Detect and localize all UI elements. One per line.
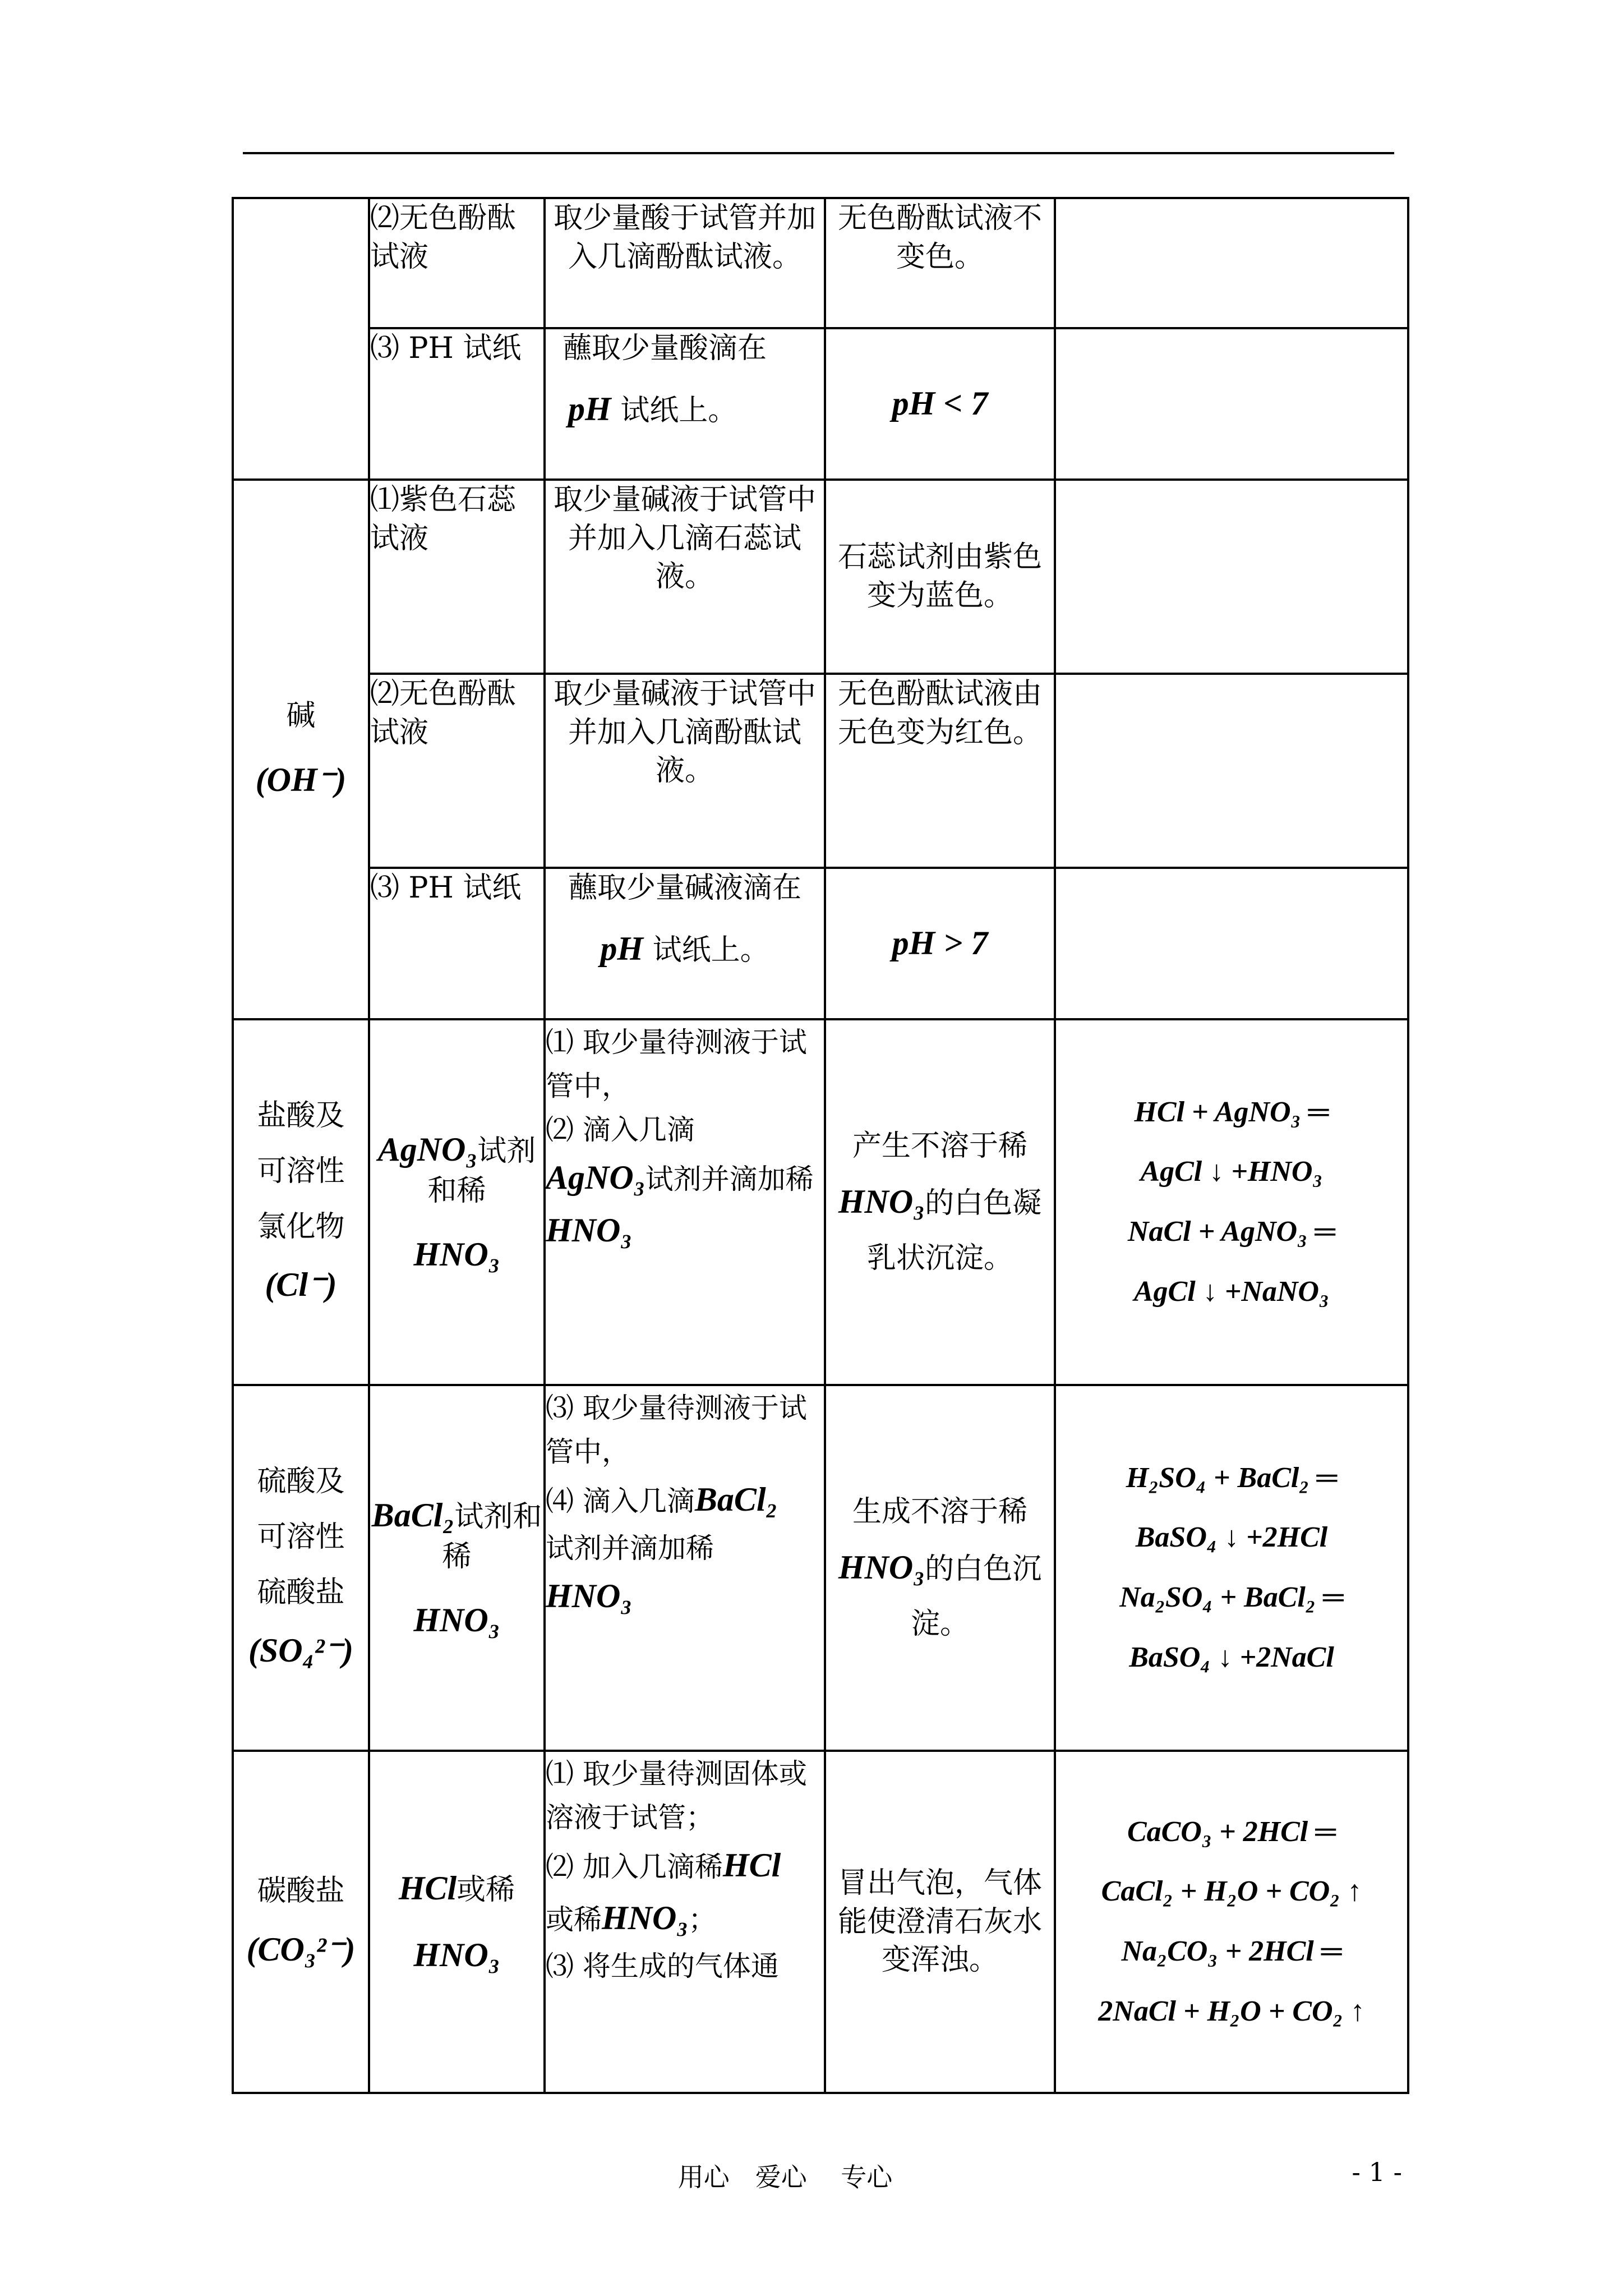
table-row (233, 1751, 1408, 2093)
result-cell (825, 198, 1055, 328)
sulfate-category-cell (233, 1385, 369, 1751)
category-ion: (CO₃²⁻) (246, 1930, 356, 1968)
reagent-formula: AgNO₃ (377, 1130, 478, 1168)
method-cell (369, 328, 545, 480)
equation-line: AgCl ↓ +HNO₃ (1140, 1156, 1323, 1188)
table-row (233, 198, 1408, 328)
category-line: 硫酸盐 (257, 1575, 345, 1609)
header-rule (243, 152, 1394, 154)
procedure-cell (545, 198, 825, 328)
method-text: ⑵无色酚酞试液 (370, 201, 517, 274)
result-cell (825, 328, 1055, 480)
equation-cell (1055, 480, 1408, 674)
reagent-text: 或稀 (457, 1872, 515, 1907)
method-cell (369, 868, 545, 1019)
result-text: 的白色凝乳状沉淀。 (866, 1186, 1042, 1275)
category-ion: (SO₄²⁻) (248, 1632, 354, 1669)
reagent-formula: HCl (398, 1869, 457, 1907)
procedure-formula: HNO₃ (546, 1577, 633, 1614)
procedure-text: 取少量酸于试管并加入几滴酚酞试液。 (553, 201, 816, 274)
reagent-text: 试剂和稀 (427, 1134, 536, 1208)
carbonate-category-cell (233, 1751, 369, 2093)
procedure-text: 试纸上。 (643, 933, 769, 967)
procedure-cell (545, 1385, 825, 1751)
acid-category-cell (233, 198, 369, 480)
reagent-formula: HNO₃ (413, 1936, 500, 1973)
ph-symbol: pH (600, 930, 644, 967)
category-line: 盐酸及 (257, 1099, 345, 1133)
procedure-formula: AgNO₃ (546, 1159, 645, 1196)
procedure-text: 取少量碱液于试管中并加入几滴酚酞试液。 (553, 677, 816, 788)
equation-cell (1055, 1019, 1408, 1385)
result-text: 冒出气泡，气体能使澄清石灰水变浑浊。 (837, 1866, 1042, 1977)
result-formula: HNO₃ (838, 1549, 925, 1586)
procedure-formula: HCl (722, 1847, 781, 1884)
method-cell (369, 480, 545, 674)
category-line: 碳酸盐 (257, 1874, 345, 1908)
result-cell (825, 674, 1055, 868)
procedure-step: 或稀 (546, 1903, 602, 1936)
ph-result: pH > 7 (892, 924, 988, 962)
base-category-cell (233, 480, 369, 1019)
procedure-cell (545, 480, 825, 674)
equation-cell (1055, 674, 1408, 868)
reagent-formula: HNO₃ (413, 1602, 500, 1639)
method-cell (369, 674, 545, 868)
procedure-step: ⑶ 将生成的气体通 (546, 1950, 779, 1983)
equation-line: AgCl ↓ +NaNO₃ (1133, 1275, 1330, 1308)
result-text: 无色酚酞试液不变色。 (837, 201, 1042, 274)
equation-line: Na₂CO₃ + 2HCl ═ (1121, 1935, 1342, 1967)
equation-cell (1055, 198, 1408, 328)
category-name: 碱 (286, 699, 316, 733)
equation-line: Na₂SO₄ + BaCl₂ ═ (1119, 1581, 1344, 1613)
equation-line: NaCl + AgNO₃ ═ (1127, 1216, 1336, 1248)
equation-line: H₂SO₄ + BaCl₂ ═ (1126, 1461, 1338, 1494)
procedure-cell (545, 674, 825, 868)
equation-cell (1055, 1751, 1408, 2093)
category-line: 可溶性 (257, 1154, 345, 1189)
table-row (233, 1019, 1408, 1385)
procedure-step: 试剂并滴加稀 (546, 1531, 714, 1565)
result-formula: HNO₃ (838, 1183, 925, 1221)
procedure-text: 蘸取少量酸滴在 (562, 332, 767, 365)
equation-cell (1055, 328, 1408, 480)
reagent-cell (369, 1385, 545, 1751)
reagent-cell (369, 1019, 545, 1385)
method-text: ⑶ PH 试纸 (370, 332, 522, 365)
equation-line: BaSO₄ ↓ +2HCl (1135, 1521, 1328, 1554)
equation-line: HCl + AgNO₃ ═ (1134, 1096, 1329, 1128)
procedure-step: ⑶ 取少量待测液于试管中， (546, 1392, 807, 1468)
procedure-step: ⑵ 加入几滴稀 (546, 1851, 723, 1883)
ph-symbol: pH (568, 390, 611, 427)
equation-line: CaCl₂ + H₂O + CO₂ ↑ (1101, 1875, 1362, 1908)
category-ion: (Cl⁻) (265, 1266, 337, 1304)
equation-cell (1055, 1385, 1408, 1751)
procedure-cell (545, 328, 825, 480)
procedure-text: 蘸取少量碱液滴在 (568, 871, 801, 905)
method-text: ⑵无色酚酞试液 (370, 677, 517, 749)
table-row (233, 868, 1408, 1019)
reagent-formula: HNO₃ (413, 1236, 500, 1273)
result-text: 产生不溶于稀 (852, 1129, 1027, 1163)
table-row (233, 480, 1408, 674)
equation-line: BaSO₄ ↓ +2NaCl (1129, 1641, 1334, 1673)
ph-result: pH < 7 (892, 385, 988, 422)
method-text: ⑶ PH 试纸 (370, 871, 522, 905)
procedure-step: 试剂并滴加稀 (645, 1163, 814, 1195)
reagent-formula: BaCl₂ (371, 1496, 455, 1534)
procedure-formula: HNO₃ (602, 1899, 689, 1936)
result-text: 无色酚酞试液由无色变为红色。 (837, 677, 1042, 749)
procedure-step: ⑷ 滴入几滴 (546, 1485, 695, 1517)
result-cell (825, 1751, 1055, 2093)
category-line: 氯化物 (257, 1209, 345, 1244)
footer-slogan: 用心 爱心 专心 (677, 2162, 893, 2192)
procedure-step: ⑴ 取少量待测固体或溶液于试管； (546, 1757, 807, 1834)
procedure-cell (545, 868, 825, 1019)
reagent-text: 试剂和稀 (442, 1499, 542, 1573)
category-ion: (OH⁻) (255, 761, 347, 798)
method-text: ⑴紫色石蕊试液 (370, 483, 517, 555)
result-cell (825, 1385, 1055, 1751)
chloride-category-cell (233, 1019, 369, 1385)
procedure-cell (545, 1751, 825, 2093)
procedure-step: ⑵ 滴入几滴 (546, 1114, 695, 1146)
procedure-formula: HNO₃ (546, 1211, 633, 1249)
procedure-step: ⑴ 取少量待测液于试管中， (546, 1026, 807, 1102)
procedure-formula: BaCl₂ (694, 1481, 778, 1518)
equation-cell (1055, 868, 1408, 1019)
procedure-text: 取少量碱液于试管中并加入几滴石蕊试液。 (553, 483, 816, 594)
table-row (233, 674, 1408, 868)
category-line: 可溶性 (257, 1520, 345, 1554)
table-row (233, 1385, 1408, 1751)
procedure-cell (545, 1019, 825, 1385)
category-line: 硫酸及 (257, 1465, 345, 1499)
reagent-cell (369, 1751, 545, 2093)
result-cell (825, 868, 1055, 1019)
result-cell (825, 480, 1055, 674)
result-text: 的白色沉淀。 (910, 1552, 1042, 1641)
result-cell (825, 1019, 1055, 1385)
result-text: 石蕊试剂由紫色变为蓝色。 (837, 540, 1042, 613)
page-number: - 1 - (1352, 2157, 1402, 2187)
procedure-text: 试纸上。 (611, 393, 737, 427)
reagent-test-table (232, 197, 1409, 2094)
method-cell (369, 198, 545, 328)
result-text: 生成不溶于稀 (852, 1494, 1027, 1529)
table-row (233, 328, 1408, 480)
equation-line: 2NaCl + H₂O + CO₂ ↑ (1098, 1995, 1365, 2027)
procedure-step: ； (688, 1903, 717, 1936)
equation-line: CaCO₃ + 2HCl ═ (1127, 1815, 1336, 1848)
